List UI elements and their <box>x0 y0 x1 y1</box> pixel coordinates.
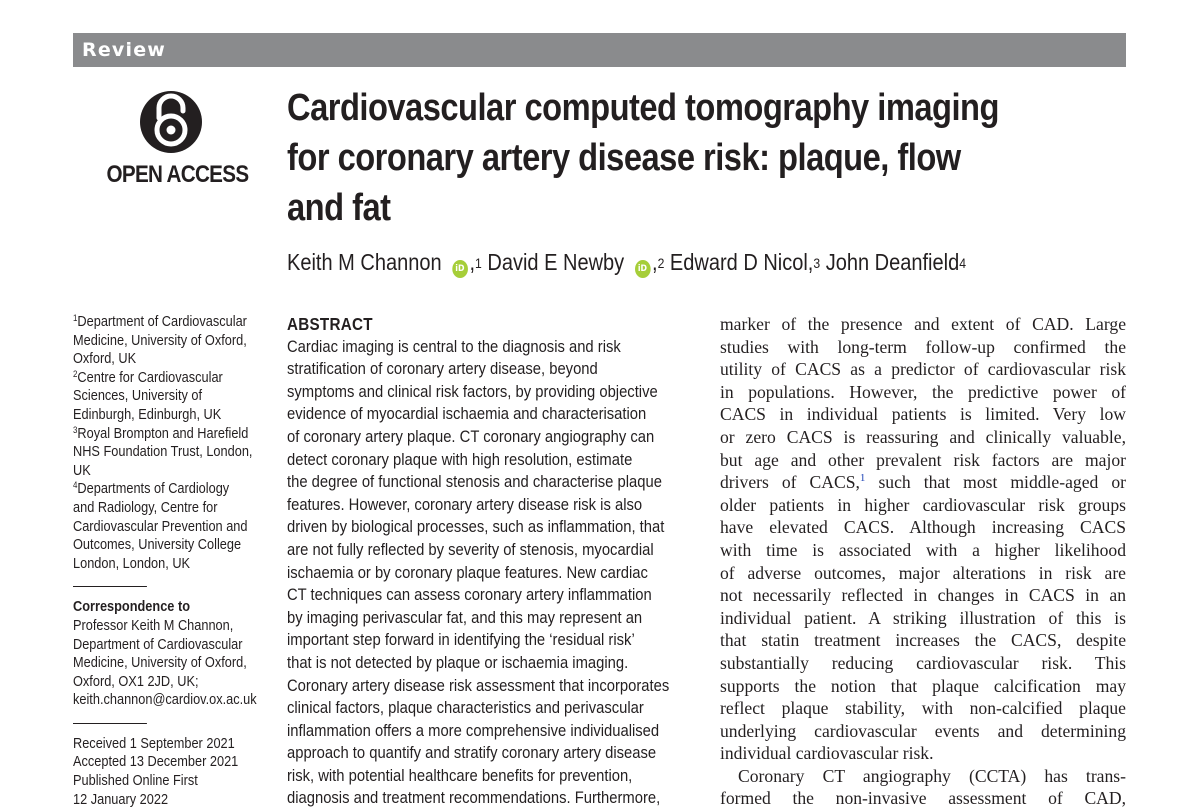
affiliation-text: Medicine, University of Oxford, <box>73 332 247 349</box>
divider <box>73 586 147 587</box>
section-header-bar <box>73 33 1126 67</box>
open-access-label: OPEN ACCESS <box>106 161 249 188</box>
body-line: or zero CACS is reassuring and clinically valuable, <box>720 426 1126 447</box>
abstract-line: symptoms and clinical risk factors, by providing objective <box>287 381 658 401</box>
affiliation-text: NHS Foundation Trust, London, <box>73 444 253 461</box>
body-line: older patients in higher cardiovascular risk groups <box>720 494 1126 515</box>
body-line: studies with long-term follow-up confirmed the <box>720 336 1126 357</box>
body-line: supports the notion that plaque calcification may <box>720 675 1126 696</box>
correspondence <box>73 598 273 710</box>
abstract-line: inflammation offers a more comprehensive individualised <box>287 720 660 740</box>
affiliation <box>73 369 273 425</box>
body-line: individual patient. A striking illustration of this is <box>720 607 1126 628</box>
author-list: Keith M Channon iD , $^1$ David E Newby iD , $^2$ Edward D Nicol , $^3$ John Deanfield $^4$ <box>287 249 966 277</box>
body-text-column <box>720 313 1126 810</box>
body-text: drivers of CACS, <box>720 472 860 493</box>
affiliation-number: 1 <box>73 313 78 323</box>
author-name[interactable]: Edward D Nicol <box>669 249 808 275</box>
correspondence-heading: Correspondence to <box>73 599 190 616</box>
abstract-line: diagnosis and treatment recommendations. Furthermore, <box>287 788 661 808</box>
abstract-line: detect coronary plaque with high resolution, estimate <box>287 449 633 469</box>
body-line: that statin treatment increases the CACS, despite <box>720 630 1126 651</box>
affiliation <box>73 425 273 481</box>
body-line: with time is associated with a higher likelihood <box>720 539 1126 560</box>
abstract-line: Cardiac imaging is central to the diagnosis and risk <box>287 336 621 356</box>
body-paragraph <box>720 313 1126 765</box>
open-access-badge <box>96 88 249 189</box>
correspondence-email-link[interactable]: keith.channon@cardiov.ox.ac.uk <box>73 692 257 709</box>
author-name[interactable]: Keith M Channon <box>287 249 442 275</box>
correspondence-text: Medicine, University of Oxford, <box>73 655 247 672</box>
abstract-line: by imaging perivascular fat, and this may represent an <box>287 607 643 627</box>
reference-link[interactable]: 1 <box>859 472 866 485</box>
affiliation-text: Department of Cardiovascular <box>77 314 247 330</box>
affiliation-ref: 1 <box>475 255 482 271</box>
body-line: not necessarily reflected in changes in CACS in an <box>720 585 1126 606</box>
body-line: in populations. However, the predictive power of <box>720 381 1126 402</box>
author-name[interactable]: David E Newby <box>487 249 625 275</box>
affiliation <box>73 480 273 573</box>
abstract-line: stratification of coronary artery disease, beyond <box>287 359 598 379</box>
body-line: formed the non-invasive assessment of CAD, <box>720 788 1126 809</box>
abstract-line: driven by biological processes, such as inflammation, that <box>287 517 665 537</box>
abstract-line: that is not detected by plaque or ischaemia imaging. <box>287 652 629 672</box>
affiliation-ref: 3 <box>813 255 821 271</box>
article-title <box>287 83 1147 233</box>
received-date: Received 1 September 2021 <box>73 735 235 752</box>
body-line: CACS in individual patients is limited. Very low <box>720 404 1126 425</box>
body-line: marker of the presence and extent of CAD. Large <box>720 314 1126 334</box>
accepted-date: Accepted 13 December 2021 <box>73 754 239 771</box>
title-line: and fat <box>287 187 391 229</box>
article-sidebar <box>73 313 273 809</box>
abstract-line: Coronary artery disease risk assessment that incorporates <box>287 675 670 695</box>
abstract-line: clinical factors, plaque characteristics and perivascular <box>287 698 644 718</box>
correspondence-text: Oxford, OX1 2JD, UK; <box>73 673 199 690</box>
abstract-line: of coronary artery plaque. CT coronary angiography can <box>287 426 655 446</box>
body-line: utility of CACS as a predictor of cardiovascular risk <box>720 359 1126 380</box>
affiliation-number: 3 <box>73 424 78 435</box>
body-line: but age and other prevalent risk factors are major <box>720 449 1126 470</box>
affiliation-number: 4 <box>73 480 78 491</box>
body-line: reflect plaque stability, with non-calcified plaque <box>720 698 1126 719</box>
affiliation-text: and Radiology, Centre for <box>73 499 218 516</box>
affiliation-text: Centre for Cardiovascular <box>77 369 223 386</box>
affiliation-text: Cardiovascular Prevention and <box>73 518 248 535</box>
body-line <box>720 471 1126 494</box>
affiliation-text: Departments of Cardiology <box>77 481 230 498</box>
abstract-line: are not fully reflected by severity of stenosis, myocardial <box>287 539 654 559</box>
affiliation-text: UK <box>73 462 91 479</box>
affiliation-ref: 2 <box>657 255 665 271</box>
correspondence-text: Department of Cardiovascular <box>73 636 243 653</box>
divider <box>73 723 147 724</box>
affiliation-text: Sciences, University of <box>73 388 203 405</box>
body-line: have elevated CACS. Although increasing CACS <box>720 517 1126 538</box>
body-line: of adverse outcomes, major alterations in risk are <box>720 562 1126 583</box>
affiliation-text: Outcomes, University College <box>73 537 242 554</box>
title-line: Cardiovascular computed tomography imaging <box>287 87 999 129</box>
abstract-line: ischaemia or by coronary plaque features. New cardiac <box>287 562 648 582</box>
abstract-line: risk, with potential healthcare benefits for prevention, <box>287 765 633 785</box>
open-access-lock-icon <box>139 88 203 154</box>
abstract <box>287 313 707 810</box>
abstract-heading: ABSTRACT <box>287 314 373 334</box>
body-line: underlying cardiovascular events and determining <box>720 720 1126 741</box>
abstract-line: evidence of myocardial ischaemia and characterisation <box>287 404 647 424</box>
author-name[interactable]: John Deanfield <box>825 249 960 275</box>
affiliation-text: London, London, UK <box>73 555 191 572</box>
orcid-icon[interactable]: iD <box>635 260 651 278</box>
abstract-line: important step forward in identifying the ‘residual risk’ <box>287 630 635 650</box>
abstract-text <box>287 336 707 810</box>
body-line: individual cardiovascular risk. <box>720 743 934 764</box>
published-label: Published Online First <box>73 773 198 790</box>
abstract-line: the degree of functional stenosis and characterise plaque <box>287 472 662 492</box>
affiliation-ref: 4 <box>959 255 966 271</box>
published-date: 12 January 2022 <box>73 791 169 808</box>
body-text: such that most middle-aged or <box>865 472 1126 493</box>
section-label: Review <box>82 39 167 61</box>
body-line: Coronary CT angiography (CCTA) has trans- <box>738 765 1126 786</box>
article-dates <box>73 735 273 809</box>
affiliation-text: Oxford, UK <box>73 351 137 368</box>
body-line: substantially reducing cardiovascular risk. This <box>720 652 1126 673</box>
affiliation <box>73 313 273 369</box>
abstract-line: CT techniques can assess coronary artery inflammation <box>287 585 652 605</box>
affiliation-text: Edinburgh, Edinburgh, UK <box>73 406 222 423</box>
abstract-line: features. However, coronary artery disease risk is also <box>287 494 643 514</box>
affiliation-number: 2 <box>73 368 78 379</box>
body-paragraph <box>720 765 1126 810</box>
orcid-icon[interactable]: iD <box>452 260 468 278</box>
correspondence-text: Professor Keith M Channon, <box>73 617 234 634</box>
affiliation-text: Royal Brompton and Harefield <box>77 425 249 442</box>
abstract-line: approach to quantify and stratify coronary artery disease <box>287 743 657 763</box>
title-line: for coronary artery disease risk: plaque, flow <box>287 137 961 179</box>
